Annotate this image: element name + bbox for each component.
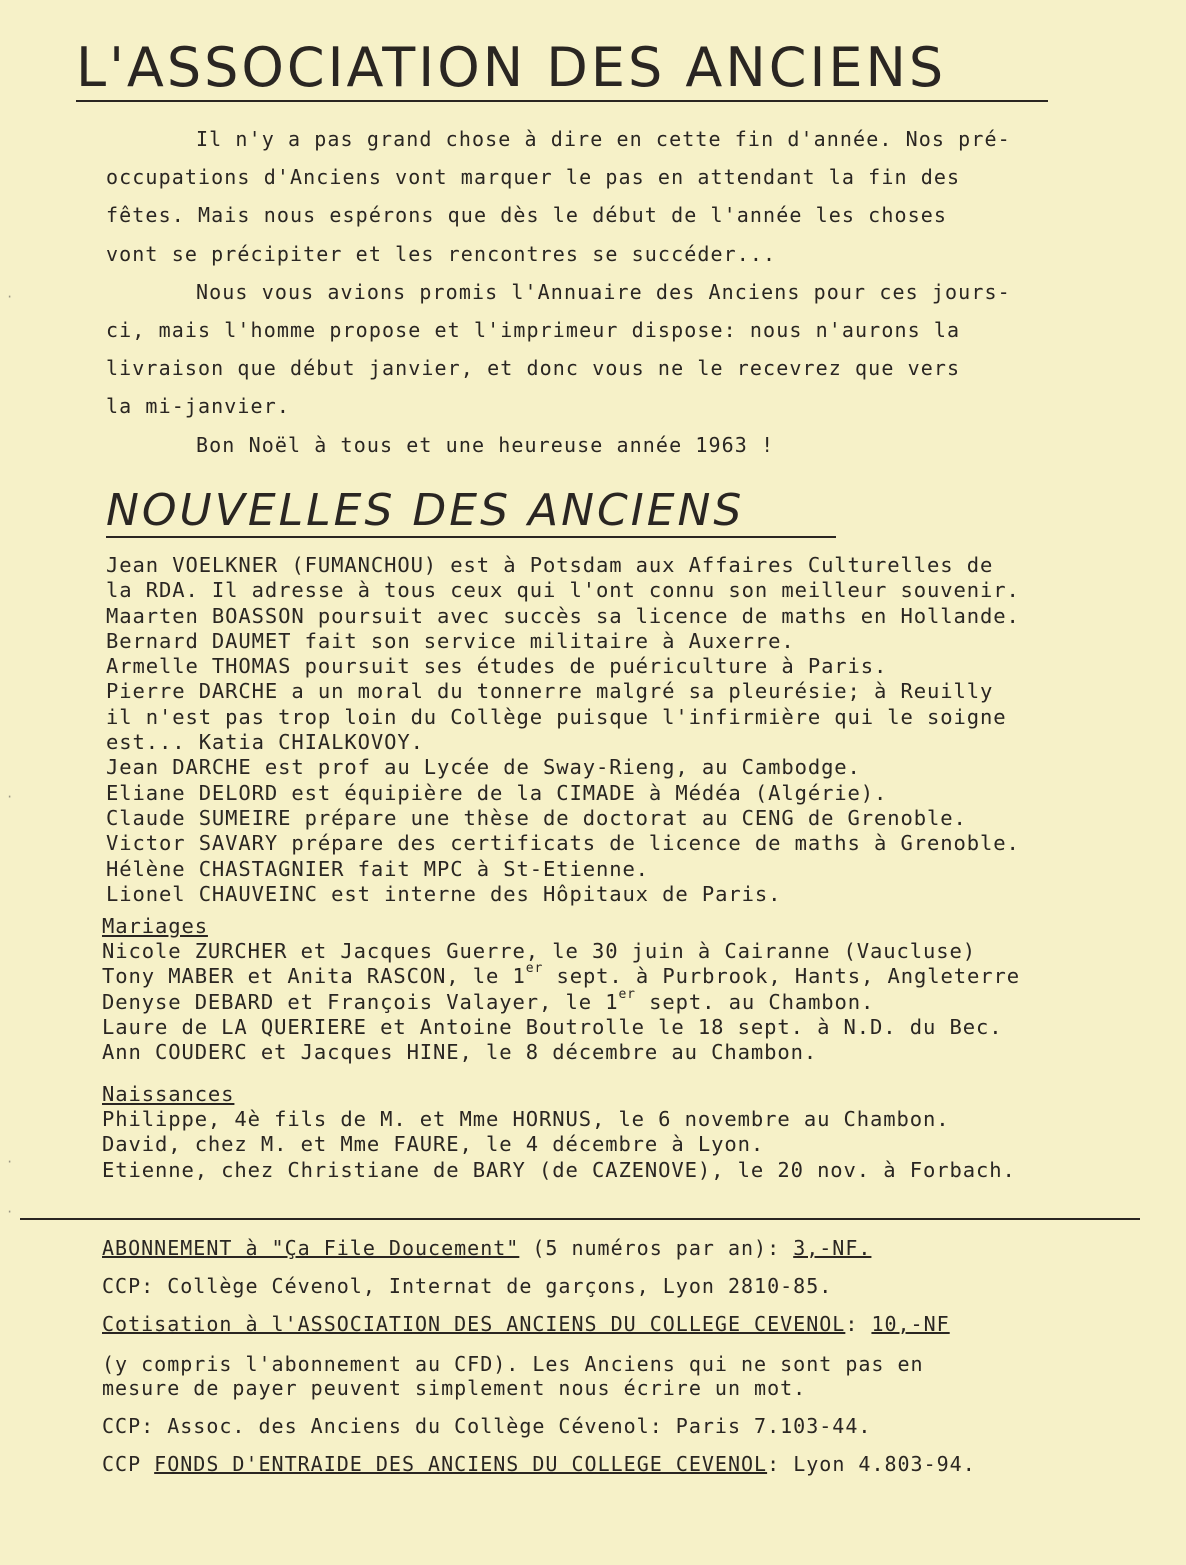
ccp-line: CCP: Collège Cévenol, Internat de garçons, Lyon 2810-85. [102, 1274, 833, 1298]
mariage-line: Denyse DEBARD et François Valayer, le 1er sept. au Chambon. [102, 986, 875, 1014]
naissance-line: Philippe, 4è fils de M. et Mme HORNUS, le 6 novembre au Chambon. [102, 1107, 950, 1131]
mariage-line: Ann COUDERC et Jacques HINE, le 8 décembre au Chambon. [102, 1040, 818, 1065]
mariages-section [102, 914, 1122, 1065]
intro-line: fêtes. Mais nous espérons que dès le début de l'année les choses [106, 203, 948, 228]
news-line: Claude SUMEIRE prépare une thèse de doctorat au CENG de Grenoble. [106, 805, 967, 830]
news-line: est... Katia CHIALKOVOY. [106, 730, 424, 755]
margin-mark: · [6, 290, 14, 304]
news-line: Hélène CHASTAGNIER fait MPC à St-Etienne. [106, 856, 649, 881]
news-line: Victor SAVARY prépare des certificats de licence de maths à Grenoble. [106, 831, 1020, 856]
intro-line: Il n'y a pas grand chose à dire en cette fin d'année. Nos pré- [196, 127, 1011, 151]
naissance-line: David, chez M. et Mme FAURE, le 4 décembre à Lyon. [102, 1132, 765, 1157]
note-line: mesure de payer peuvent simplement nous écrire un mot. [102, 1376, 807, 1400]
margin-mark: · [6, 1205, 14, 1219]
intro-line: la mi-janvier. [106, 394, 290, 419]
naissance-line: Etienne, chez Christiane de BARY (de CAZENOVE), le 20 nov. à Forbach. [102, 1157, 1016, 1182]
news-title: NOUVELLES DES ANCIENS [106, 486, 836, 538]
margin-mark: · [6, 1155, 14, 1169]
news-line: Eliane DELORD est équipière de la CIMADE à Médéa (Algérie). [106, 780, 888, 805]
news-line: il n'est pas trop loin du Collège puisque l'infirmière qui le soigne [106, 704, 1007, 729]
mariage-line: Tony MABER et Anita RASCON, le 1er sept. à Purbrook, Hants, Angleterre [102, 961, 1020, 989]
news-list [106, 553, 1126, 907]
section-divider [20, 1218, 1140, 1220]
news-line: Bernard DAUMET fait son service militaire à Auxerre. [106, 628, 795, 653]
naissances-section [102, 1082, 1122, 1183]
page-title: L'ASSOCIATION DES ANCIENS [76, 36, 1048, 102]
mariage-line: Nicole ZURCHER et Jacques Guerre, le 30 juin à Cairanne (Vaucluse) [102, 939, 976, 963]
naissances-heading: Naissances [102, 1082, 235, 1106]
mariages-heading: Mariages [102, 914, 208, 938]
news-line: Maarten BOASSON poursuit avec succès sa licence de maths en Hollande. [106, 603, 1020, 628]
note-line: (y compris l'abonnement au CFD). Les Anciens qui ne sont pas en [102, 1352, 924, 1376]
intro-line: livraison que début janvier, et donc vous ne le recevrez que vers [106, 356, 961, 381]
news-line: la RDA. Il adresse à tous ceux qui l'ont connu son meilleur souvenir. [106, 578, 1020, 603]
news-line: Jean VOELKNER (FUMANCHOU) est à Potsdam aux Affaires Culturelles de [106, 553, 994, 577]
intro-line: Bon Noël à tous et une heureuse année 1963 ! [196, 432, 775, 457]
news-line: Pierre DARCHE a un moral du tonnerre malgré sa pleurésie; à Reuilly [106, 679, 994, 704]
ccp-fonds-line: CCP FONDS D'ENTRAIDE DES ANCIENS DU COLLEGE CEVENOL: Lyon 4.803-94. [102, 1452, 976, 1476]
ccp-line: CCP: Assoc. des Anciens du Collège Cévenol: Paris 7.103-44. [102, 1414, 872, 1438]
cotisation-line: Cotisation à l'ASSOCIATION DES ANCIENS DU COLLEGE CEVENOL: 10,-NF [102, 1312, 950, 1336]
margin-mark: · [6, 790, 14, 804]
mariage-line: Laure de LA QUERIERE et Antoine Boutrolle le 18 sept. à N.D. du Bec. [102, 1014, 1003, 1039]
abonnement-line: ABONNEMENT à "Ça File Doucement" (5 numéros par an): 3,-NF. [102, 1236, 872, 1260]
news-line: Armelle THOMAS poursuit ses études de puériculture à Paris. [106, 654, 888, 679]
intro-line: Nous vous avions promis l'Annuaire des Anciens pour ces jours- [196, 279, 1011, 304]
intro-line: vont se précipiter et les rencontres se succéder... [106, 241, 777, 266]
news-line: Jean DARCHE est prof au Lycée de Sway-Rieng, au Cambodge. [106, 755, 861, 780]
news-line: Lionel CHAUVEINC est interne des Hôpitaux de Paris. [106, 881, 782, 906]
intro-text [106, 120, 1116, 464]
intro-line: occupations d'Anciens vont marquer le pas en attendant la fin des [106, 165, 961, 190]
intro-line: ci, mais l'homme propose et l'imprimeur dispose: nous n'aurons la [106, 318, 961, 343]
